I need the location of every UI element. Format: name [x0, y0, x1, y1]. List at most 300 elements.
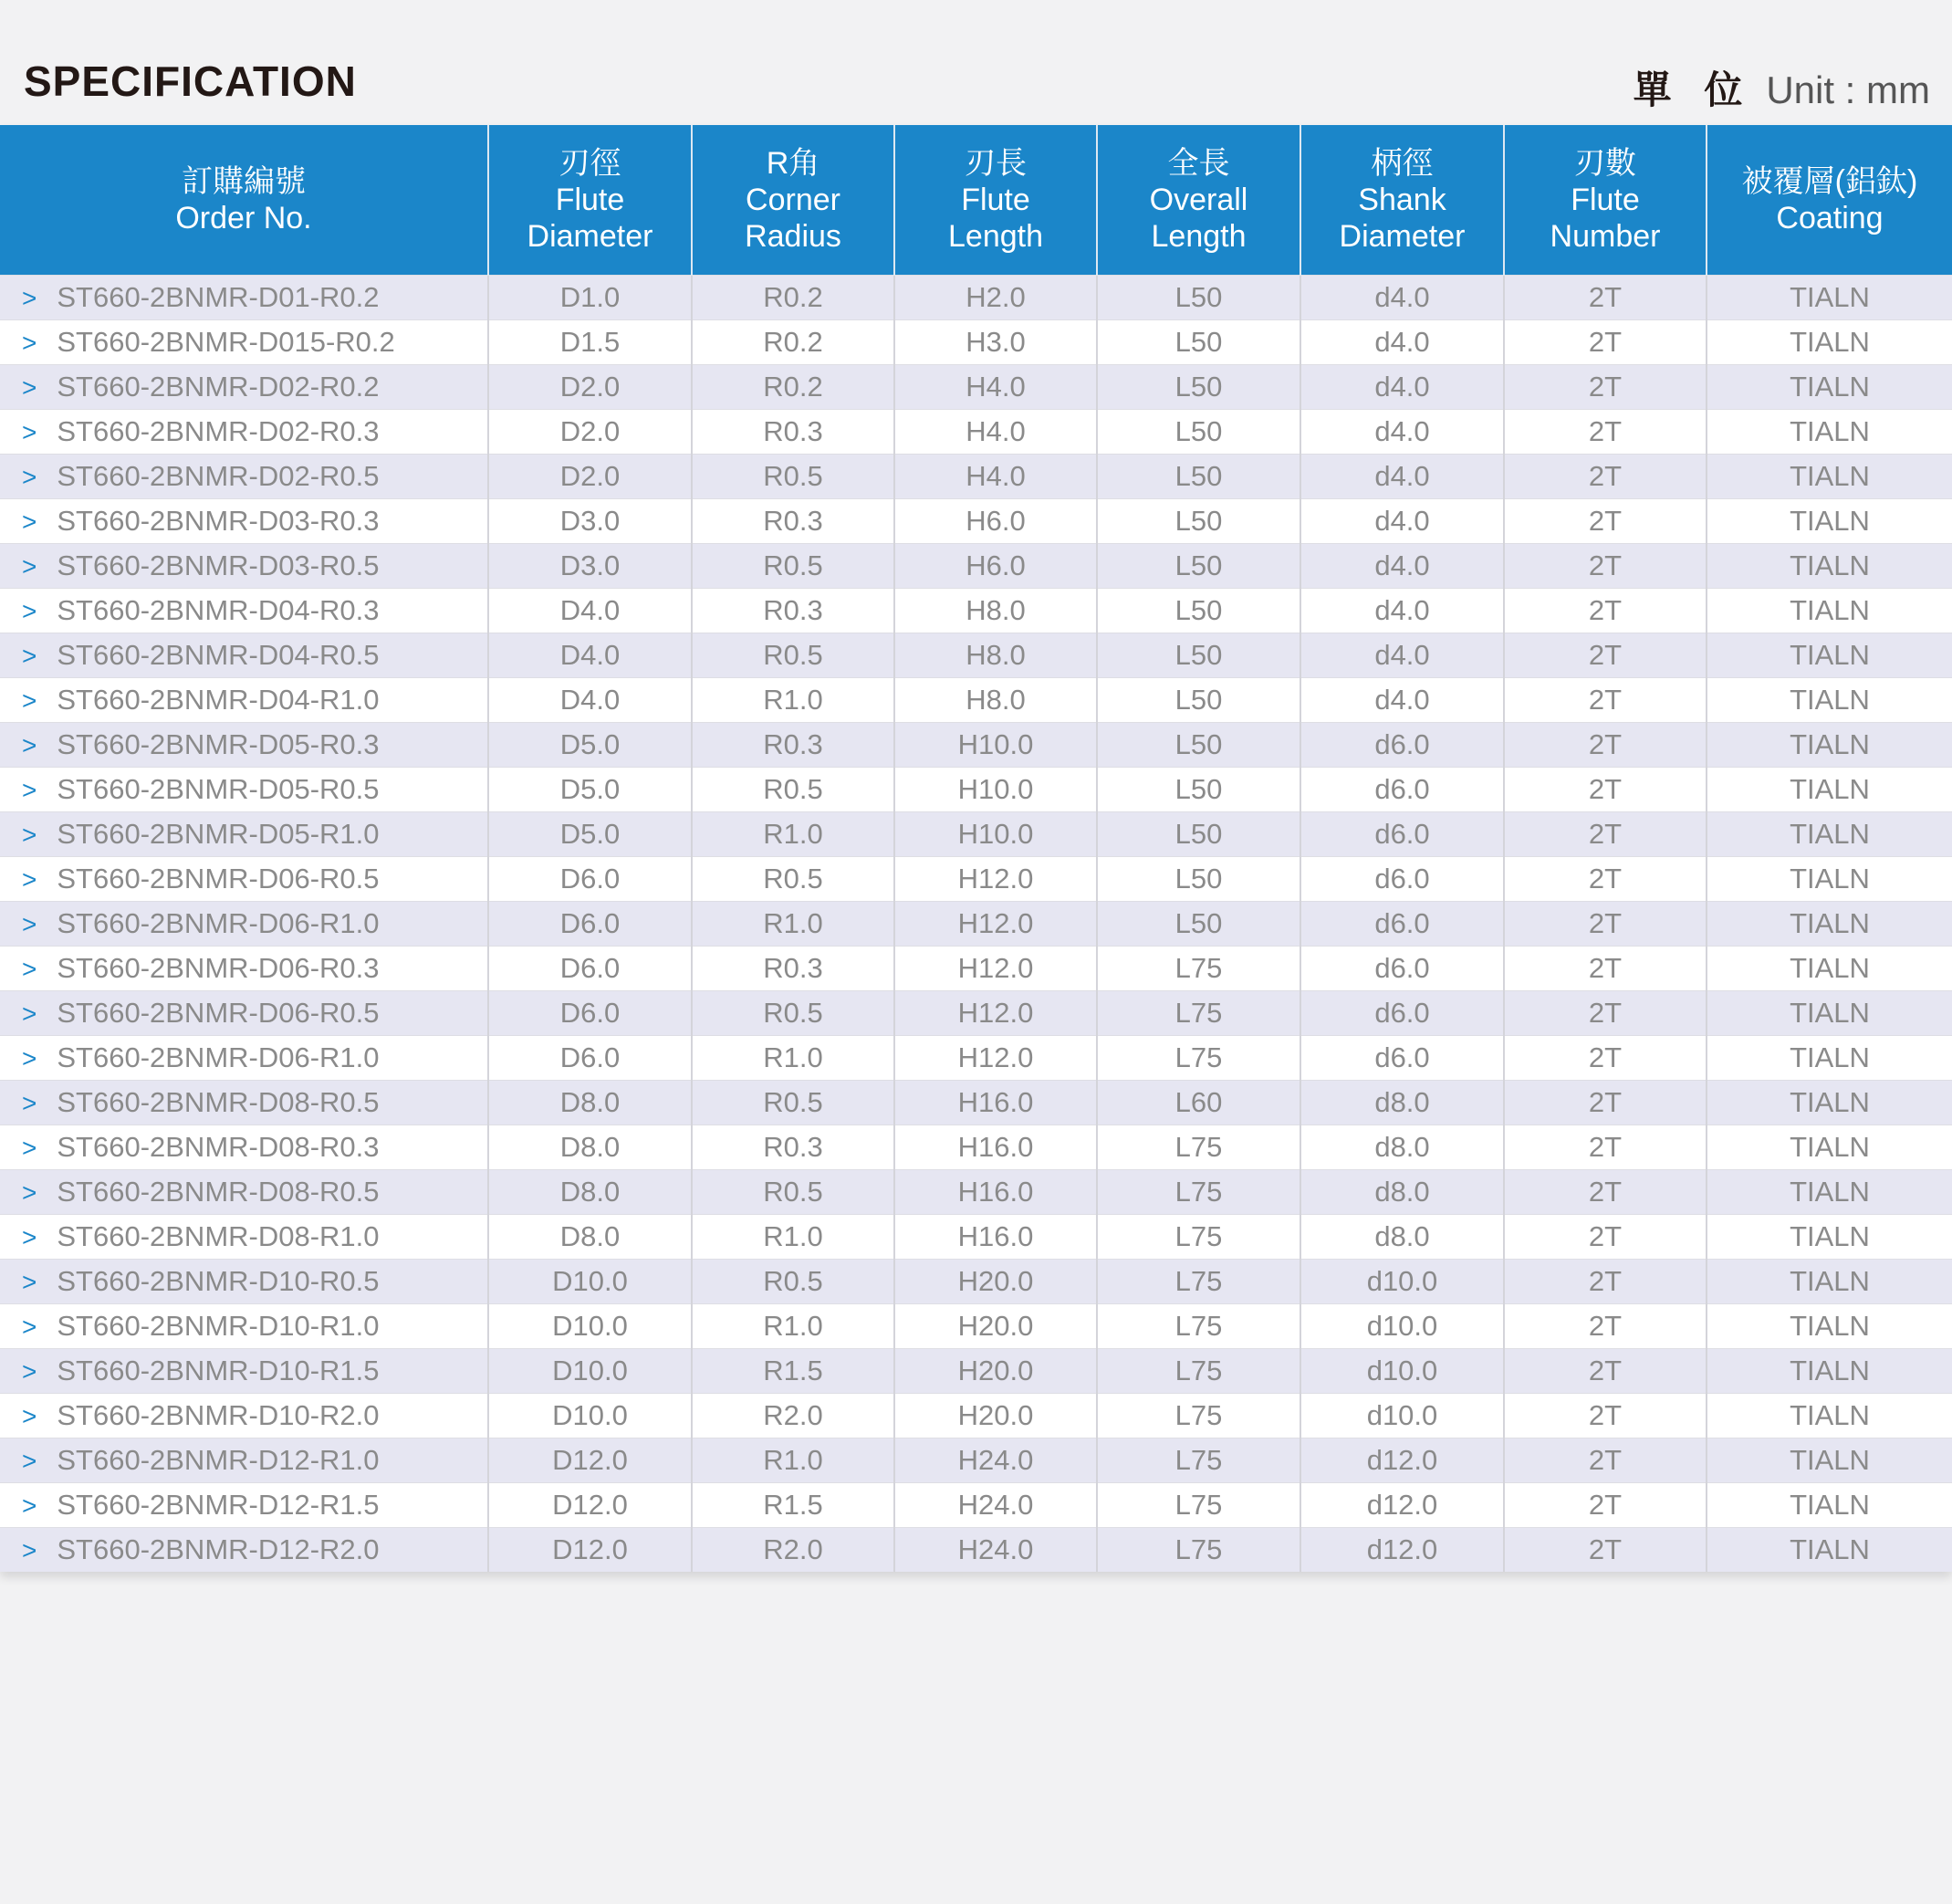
chevron-right-icon: > [22, 821, 37, 849]
table-row [0, 276, 1952, 320]
cell-flute-number: 2T [1504, 678, 1707, 723]
chevron-right-icon: > [22, 1134, 37, 1162]
cell-overall-length: L50 [1097, 678, 1300, 723]
order-number-text: ST660-2BNMR-D10-R2.0 [57, 1399, 380, 1431]
cell-flute-number: 2T [1504, 812, 1707, 857]
cell-flute-diameter: D4.0 [488, 678, 692, 723]
cell-overall-length: L60 [1097, 1081, 1300, 1125]
cell-flute-length: H10.0 [894, 812, 1097, 857]
chevron-right-icon: > [22, 1268, 37, 1296]
order-number-text: ST660-2BNMR-D08-R0.5 [57, 1086, 380, 1118]
column-header-flute-length-en1: Flute [961, 183, 1030, 217]
cell-coating: TIALN [1707, 499, 1952, 544]
order-number-text: ST660-2BNMR-D02-R0.3 [57, 415, 380, 447]
cell-corner-radius: R0.5 [692, 857, 894, 902]
cell-order-no [0, 499, 488, 544]
cell-flute-number: 2T [1504, 1170, 1707, 1215]
cell-flute-number: 2T [1504, 1528, 1707, 1573]
column-header-flute-length [894, 125, 1097, 276]
cell-flute-length: H16.0 [894, 1081, 1097, 1125]
cell-flute-number: 2T [1504, 276, 1707, 320]
table-row [0, 902, 1952, 947]
cell-shank-diameter: d4.0 [1300, 410, 1504, 455]
chevron-right-icon: > [22, 284, 37, 312]
cell-overall-length: L75 [1097, 1394, 1300, 1438]
table-row [0, 1483, 1952, 1528]
column-header-shank-diameter-en2: Diameter [1339, 219, 1466, 254]
column-header-shank-diameter-zh: 柄徑 [1371, 146, 1434, 181]
cell-overall-length: L50 [1097, 499, 1300, 544]
cell-flute-length: H12.0 [894, 902, 1097, 947]
order-number-text: ST660-2BNMR-D06-R0.5 [57, 863, 380, 894]
table-row [0, 1528, 1952, 1573]
cell-shank-diameter: d6.0 [1300, 947, 1504, 991]
table-row [0, 947, 1952, 991]
cell-flute-length: H4.0 [894, 365, 1097, 410]
cell-corner-radius: R0.3 [692, 589, 894, 633]
cell-corner-radius: R0.5 [692, 1170, 894, 1215]
table-row [0, 589, 1952, 633]
order-number-text: ST660-2BNMR-D03-R0.5 [57, 549, 380, 581]
cell-corner-radius: R0.5 [692, 1081, 894, 1125]
cell-flute-diameter: D4.0 [488, 589, 692, 633]
cell-shank-diameter: d6.0 [1300, 768, 1504, 812]
column-header-order-no-en1: Order No. [175, 201, 312, 235]
column-header-corner-radius-en2: Radius [745, 219, 841, 254]
order-number-text: ST660-2BNMR-D04-R0.5 [57, 639, 380, 671]
cell-shank-diameter: d6.0 [1300, 723, 1504, 768]
cell-shank-diameter: d6.0 [1300, 857, 1504, 902]
column-header-flute-diameter [488, 125, 692, 276]
cell-corner-radius: R1.0 [692, 1215, 894, 1260]
cell-shank-diameter: d4.0 [1300, 633, 1504, 678]
table-row [0, 544, 1952, 589]
order-number-text: ST660-2BNMR-D06-R0.3 [57, 952, 380, 984]
chevron-right-icon: > [22, 1536, 37, 1564]
unit-label-en: Unit : mm [1766, 68, 1930, 111]
cell-flute-diameter: D10.0 [488, 1349, 692, 1394]
cell-overall-length: L50 [1097, 365, 1300, 410]
cell-overall-length: L50 [1097, 410, 1300, 455]
cell-coating: TIALN [1707, 1304, 1952, 1349]
order-number-text: ST660-2BNMR-D06-R1.0 [57, 1041, 380, 1073]
cell-flute-length: H20.0 [894, 1394, 1097, 1438]
cell-corner-radius: R2.0 [692, 1394, 894, 1438]
cell-shank-diameter: d12.0 [1300, 1528, 1504, 1573]
cell-corner-radius: R1.0 [692, 902, 894, 947]
cell-flute-diameter: D10.0 [488, 1394, 692, 1438]
chevron-right-icon: > [22, 552, 37, 581]
cell-overall-length: L75 [1097, 1349, 1300, 1394]
cell-flute-length: H12.0 [894, 857, 1097, 902]
cell-coating: TIALN [1707, 320, 1952, 365]
chevron-right-icon: > [22, 999, 37, 1028]
cell-flute-diameter: D12.0 [488, 1438, 692, 1483]
cell-overall-length: L75 [1097, 1483, 1300, 1528]
cell-flute-diameter: D10.0 [488, 1304, 692, 1349]
order-number-text: ST660-2BNMR-D015-R0.2 [57, 326, 395, 358]
cell-order-no [0, 1483, 488, 1528]
cell-shank-diameter: d4.0 [1300, 678, 1504, 723]
cell-coating: TIALN [1707, 633, 1952, 678]
chevron-right-icon: > [22, 418, 37, 446]
cell-coating: TIALN [1707, 1483, 1952, 1528]
cell-order-no [0, 947, 488, 991]
cell-overall-length: L50 [1097, 812, 1300, 857]
chevron-right-icon: > [22, 1402, 37, 1430]
cell-flute-length: H20.0 [894, 1349, 1097, 1394]
cell-flute-length: H24.0 [894, 1483, 1097, 1528]
cell-shank-diameter: d10.0 [1300, 1394, 1504, 1438]
cell-coating: TIALN [1707, 991, 1952, 1036]
table-row [0, 991, 1952, 1036]
table-row [0, 1438, 1952, 1483]
cell-flute-length: H8.0 [894, 633, 1097, 678]
table-row [0, 1260, 1952, 1304]
cell-corner-radius: R1.5 [692, 1349, 894, 1394]
column-header-flute-length-zh: 刃長 [965, 146, 1027, 181]
cell-flute-number: 2T [1504, 1483, 1707, 1528]
cell-overall-length: L50 [1097, 857, 1300, 902]
table-row [0, 320, 1952, 365]
cell-overall-length: L75 [1097, 1125, 1300, 1170]
cell-coating: TIALN [1707, 678, 1952, 723]
chevron-right-icon: > [22, 463, 37, 491]
chevron-right-icon: > [22, 1313, 37, 1341]
cell-flute-diameter: D5.0 [488, 812, 692, 857]
cell-coating: TIALN [1707, 544, 1952, 589]
cell-flute-length: H24.0 [894, 1438, 1097, 1483]
column-header-corner-radius-zh: R角 [766, 146, 820, 181]
column-header-flute-diameter-zh: 刃徑 [558, 146, 621, 181]
cell-flute-diameter: D1.5 [488, 320, 692, 365]
specification-table-wrapper [0, 125, 1952, 1572]
column-header-flute-number [1504, 125, 1707, 276]
cell-flute-number: 2T [1504, 633, 1707, 678]
cell-corner-radius: R0.5 [692, 544, 894, 589]
cell-order-no [0, 1528, 488, 1573]
cell-overall-length: L50 [1097, 544, 1300, 589]
order-number-text: ST660-2BNMR-D02-R0.2 [57, 371, 380, 403]
order-number-text: ST660-2BNMR-D05-R1.0 [57, 818, 380, 850]
cell-coating: TIALN [1707, 365, 1952, 410]
cell-corner-radius: R2.0 [692, 1528, 894, 1573]
order-number-text: ST660-2BNMR-D05-R0.3 [57, 728, 380, 760]
cell-flute-number: 2T [1504, 1125, 1707, 1170]
cell-flute-diameter: D1.0 [488, 276, 692, 320]
cell-order-no [0, 455, 488, 499]
cell-order-no [0, 365, 488, 410]
cell-corner-radius: R0.5 [692, 633, 894, 678]
cell-flute-length: H8.0 [894, 589, 1097, 633]
cell-flute-number: 2T [1504, 1349, 1707, 1394]
cell-coating: TIALN [1707, 723, 1952, 768]
cell-flute-number: 2T [1504, 857, 1707, 902]
cell-coating: TIALN [1707, 1125, 1952, 1170]
order-number-text: ST660-2BNMR-D08-R1.0 [57, 1220, 380, 1252]
cell-shank-diameter: d12.0 [1300, 1438, 1504, 1483]
cell-shank-diameter: d6.0 [1300, 991, 1504, 1036]
cell-corner-radius: R0.3 [692, 723, 894, 768]
cell-overall-length: L75 [1097, 1036, 1300, 1081]
table-row [0, 499, 1952, 544]
table-row [0, 455, 1952, 499]
cell-shank-diameter: d10.0 [1300, 1304, 1504, 1349]
cell-order-no [0, 768, 488, 812]
cell-corner-radius: R0.5 [692, 991, 894, 1036]
cell-flute-number: 2T [1504, 1081, 1707, 1125]
cell-order-no [0, 589, 488, 633]
column-header-flute-diameter-en1: Flute [555, 183, 625, 217]
column-header-overall-length-en1: Overall [1149, 183, 1248, 217]
cell-order-no [0, 812, 488, 857]
table-row [0, 812, 1952, 857]
cell-overall-length: L50 [1097, 768, 1300, 812]
cell-flute-number: 2T [1504, 1394, 1707, 1438]
cell-coating: TIALN [1707, 1438, 1952, 1483]
cell-flute-diameter: D8.0 [488, 1125, 692, 1170]
cell-shank-diameter: d4.0 [1300, 589, 1504, 633]
table-row [0, 1304, 1952, 1349]
cell-order-no [0, 678, 488, 723]
cell-shank-diameter: d10.0 [1300, 1349, 1504, 1394]
cell-overall-length: L75 [1097, 1438, 1300, 1483]
cell-overall-length: L50 [1097, 455, 1300, 499]
chevron-right-icon: > [22, 865, 37, 894]
cell-corner-radius: R0.3 [692, 1125, 894, 1170]
column-header-corner-radius-en1: Corner [746, 183, 840, 217]
cell-coating: TIALN [1707, 1170, 1952, 1215]
cell-flute-diameter: D3.0 [488, 499, 692, 544]
cell-overall-length: L75 [1097, 1304, 1300, 1349]
cell-flute-diameter: D6.0 [488, 991, 692, 1036]
cell-corner-radius: R1.0 [692, 1438, 894, 1483]
table-row [0, 768, 1952, 812]
cell-flute-length: H4.0 [894, 410, 1097, 455]
cell-corner-radius: R1.0 [692, 812, 894, 857]
cell-flute-number: 2T [1504, 589, 1707, 633]
cell-corner-radius: R0.5 [692, 1260, 894, 1304]
cell-flute-diameter: D12.0 [488, 1528, 692, 1573]
chevron-right-icon: > [22, 1223, 37, 1251]
table-row [0, 1170, 1952, 1215]
cell-order-no [0, 1394, 488, 1438]
cell-order-no [0, 857, 488, 902]
specification-table [0, 125, 1952, 1572]
chevron-right-icon: > [22, 910, 37, 938]
table-row [0, 1394, 1952, 1438]
cell-flute-length: H10.0 [894, 723, 1097, 768]
cell-shank-diameter: d8.0 [1300, 1170, 1504, 1215]
cell-flute-number: 2T [1504, 902, 1707, 947]
cell-flute-diameter: D10.0 [488, 1260, 692, 1304]
table-row [0, 365, 1952, 410]
cell-order-no [0, 410, 488, 455]
cell-flute-number: 2T [1504, 1438, 1707, 1483]
cell-coating: TIALN [1707, 589, 1952, 633]
cell-flute-diameter: D2.0 [488, 365, 692, 410]
column-header-coating-en1: Coating [1776, 201, 1884, 235]
order-number-text: ST660-2BNMR-D12-R1.5 [57, 1489, 380, 1521]
cell-flute-number: 2T [1504, 410, 1707, 455]
order-number-text: ST660-2BNMR-D03-R0.3 [57, 505, 380, 537]
cell-coating: TIALN [1707, 857, 1952, 902]
cell-order-no [0, 1215, 488, 1260]
order-number-text: ST660-2BNMR-D10-R1.5 [57, 1355, 380, 1386]
cell-shank-diameter: d4.0 [1300, 276, 1504, 320]
column-header-flute-number-zh: 刃數 [1574, 146, 1636, 181]
cell-flute-length: H2.0 [894, 276, 1097, 320]
cell-order-no [0, 991, 488, 1036]
cell-order-no [0, 723, 488, 768]
cell-flute-length: H6.0 [894, 544, 1097, 589]
cell-coating: TIALN [1707, 276, 1952, 320]
table-row [0, 633, 1952, 678]
cell-flute-number: 2T [1504, 544, 1707, 589]
cell-overall-length: L50 [1097, 320, 1300, 365]
chevron-right-icon: > [22, 642, 37, 670]
cell-shank-diameter: d8.0 [1300, 1081, 1504, 1125]
cell-flute-diameter: D8.0 [488, 1170, 692, 1215]
cell-corner-radius: R0.3 [692, 947, 894, 991]
cell-order-no [0, 1125, 488, 1170]
cell-coating: TIALN [1707, 410, 1952, 455]
table-row [0, 1081, 1952, 1125]
cell-overall-length: L75 [1097, 1170, 1300, 1215]
chevron-right-icon: > [22, 731, 37, 759]
column-header-flute-number-en2: Number [1550, 219, 1661, 254]
chevron-right-icon: > [22, 1044, 37, 1072]
chevron-right-icon: > [22, 1357, 37, 1386]
column-header-shank-diameter-en1: Shank [1358, 183, 1446, 217]
cell-flute-number: 2T [1504, 320, 1707, 365]
table-row [0, 410, 1952, 455]
column-header-coating [1707, 125, 1952, 276]
table-row [0, 1036, 1952, 1081]
cell-coating: TIALN [1707, 902, 1952, 947]
cell-corner-radius: R0.3 [692, 499, 894, 544]
cell-coating: TIALN [1707, 1349, 1952, 1394]
cell-shank-diameter: d6.0 [1300, 1036, 1504, 1081]
page-title: SPECIFICATION [24, 58, 357, 105]
cell-flute-diameter: D8.0 [488, 1215, 692, 1260]
cell-corner-radius: R0.2 [692, 320, 894, 365]
table-row [0, 857, 1952, 902]
cell-overall-length: L75 [1097, 1215, 1300, 1260]
cell-shank-diameter: d8.0 [1300, 1125, 1504, 1170]
column-header-order-no-zh: 訂購編號 [182, 164, 306, 199]
cell-shank-diameter: d8.0 [1300, 1215, 1504, 1260]
cell-shank-diameter: d4.0 [1300, 544, 1504, 589]
chevron-right-icon: > [22, 776, 37, 804]
cell-flute-length: H16.0 [894, 1215, 1097, 1260]
cell-corner-radius: R0.2 [692, 365, 894, 410]
order-number-text: ST660-2BNMR-D08-R0.3 [57, 1131, 380, 1163]
cell-corner-radius: R0.5 [692, 455, 894, 499]
cell-flute-diameter: D8.0 [488, 1081, 692, 1125]
cell-flute-length: H10.0 [894, 768, 1097, 812]
cell-flute-number: 2T [1504, 455, 1707, 499]
chevron-right-icon: > [22, 1178, 37, 1207]
cell-corner-radius: R0.5 [692, 768, 894, 812]
cell-flute-length: H6.0 [894, 499, 1097, 544]
cell-flute-length: H24.0 [894, 1528, 1097, 1573]
chevron-right-icon: > [22, 373, 37, 402]
cell-shank-diameter: d4.0 [1300, 320, 1504, 365]
cell-order-no [0, 1304, 488, 1349]
column-header-order-no [0, 125, 488, 276]
cell-flute-length: H4.0 [894, 455, 1097, 499]
cell-flute-diameter: D5.0 [488, 723, 692, 768]
cell-flute-number: 2T [1504, 365, 1707, 410]
chevron-right-icon: > [22, 507, 37, 536]
cell-flute-diameter: D5.0 [488, 768, 692, 812]
cell-coating: TIALN [1707, 1528, 1952, 1573]
order-number-text: ST660-2BNMR-D01-R0.2 [57, 281, 380, 313]
cell-order-no [0, 276, 488, 320]
cell-flute-number: 2T [1504, 1260, 1707, 1304]
cell-flute-length: H12.0 [894, 991, 1097, 1036]
cell-flute-diameter: D6.0 [488, 1036, 692, 1081]
cell-coating: TIALN [1707, 1081, 1952, 1125]
cell-coating: TIALN [1707, 1215, 1952, 1260]
cell-shank-diameter: d6.0 [1300, 902, 1504, 947]
cell-corner-radius: R1.0 [692, 1304, 894, 1349]
cell-flute-length: H12.0 [894, 1036, 1097, 1081]
cell-flute-diameter: D2.0 [488, 455, 692, 499]
table-row [0, 678, 1952, 723]
cell-coating: TIALN [1707, 947, 1952, 991]
cell-order-no [0, 544, 488, 589]
unit-label [1634, 60, 1930, 115]
cell-overall-length: L75 [1097, 947, 1300, 991]
column-header-overall-length-en2: Length [1151, 219, 1247, 254]
cell-coating: TIALN [1707, 1394, 1952, 1438]
order-number-text: ST660-2BNMR-D02-R0.5 [57, 460, 380, 492]
table-row [0, 1125, 1952, 1170]
cell-shank-diameter: d10.0 [1300, 1260, 1504, 1304]
cell-corner-radius: R1.0 [692, 1036, 894, 1081]
cell-flute-number: 2T [1504, 1215, 1707, 1260]
cell-flute-diameter: D12.0 [488, 1483, 692, 1528]
cell-flute-diameter: D3.0 [488, 544, 692, 589]
chevron-right-icon: > [22, 1491, 37, 1520]
order-number-text: ST660-2BNMR-D05-R0.5 [57, 773, 380, 805]
cell-corner-radius: R0.3 [692, 410, 894, 455]
cell-shank-diameter: d4.0 [1300, 365, 1504, 410]
cell-order-no [0, 1260, 488, 1304]
cell-coating: TIALN [1707, 812, 1952, 857]
cell-flute-number: 2T [1504, 723, 1707, 768]
cell-flute-number: 2T [1504, 1036, 1707, 1081]
table-row [0, 1215, 1952, 1260]
cell-order-no [0, 1081, 488, 1125]
column-header-overall-length [1097, 125, 1300, 276]
order-number-text: ST660-2BNMR-D10-R0.5 [57, 1265, 380, 1297]
unit-label-zh: 單 位 [1633, 68, 1754, 111]
order-number-text: ST660-2BNMR-D06-R0.5 [57, 997, 380, 1029]
cell-flute-diameter: D2.0 [488, 410, 692, 455]
cell-flute-length: H20.0 [894, 1260, 1097, 1304]
order-number-text: ST660-2BNMR-D12-R1.0 [57, 1444, 380, 1476]
cell-shank-diameter: d4.0 [1300, 455, 1504, 499]
order-number-text: ST660-2BNMR-D10-R1.0 [57, 1310, 380, 1342]
cell-overall-length: L50 [1097, 276, 1300, 320]
order-number-text: ST660-2BNMR-D04-R1.0 [57, 684, 380, 716]
order-number-text: ST660-2BNMR-D04-R0.3 [57, 594, 380, 626]
cell-corner-radius: R1.5 [692, 1483, 894, 1528]
cell-coating: TIALN [1707, 1036, 1952, 1081]
